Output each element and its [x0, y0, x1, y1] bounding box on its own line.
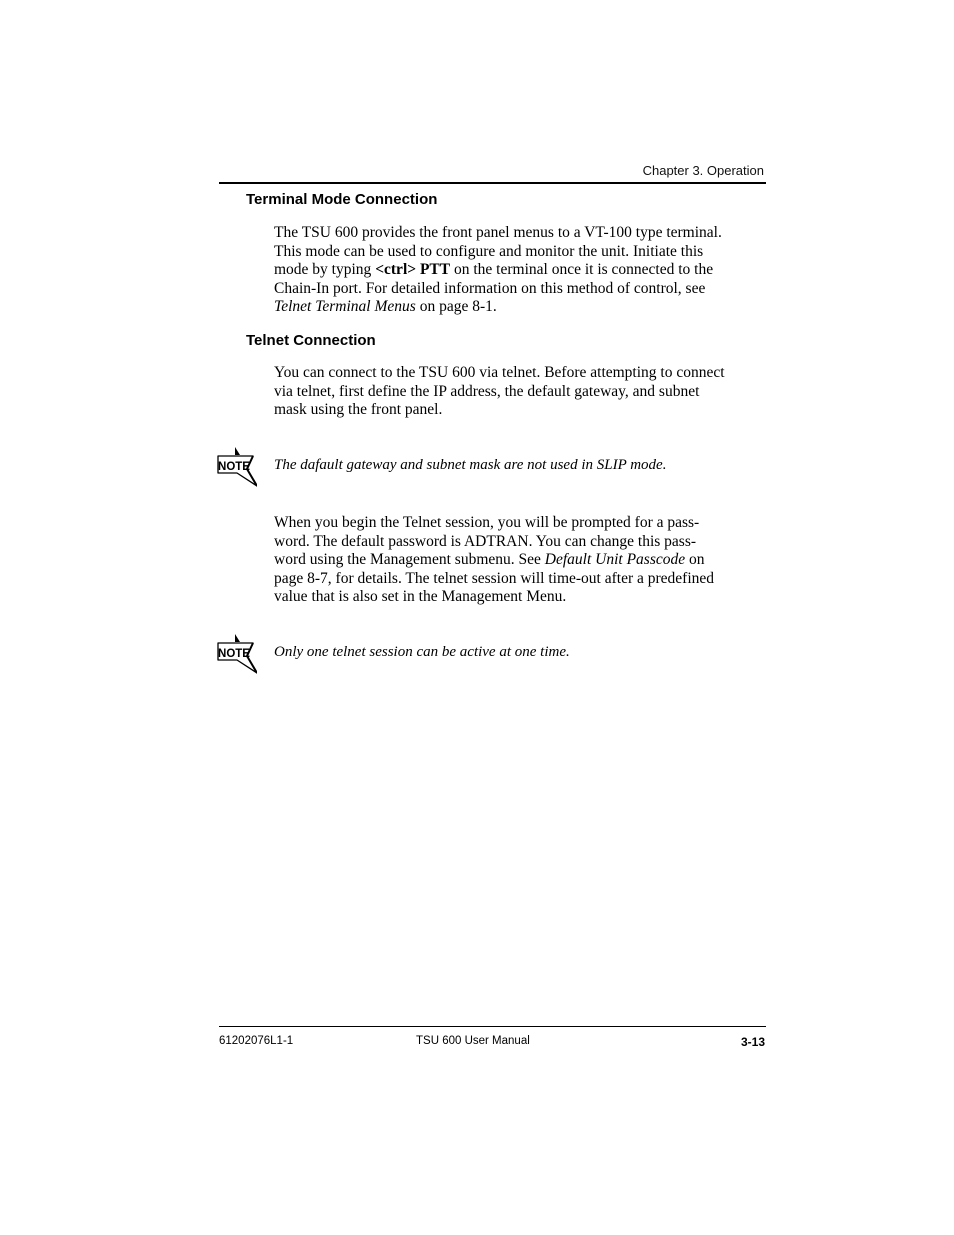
note-text: Only one telnet session can be active at one time.: [274, 644, 570, 660]
paragraph-line: You can connect to the TSU 600 via telnet. Before attempting to connect: [274, 364, 725, 381]
ctrl-ptt-keystroke: <ctrl> PTT: [375, 261, 451, 279]
note-icon-label: NOTE: [218, 461, 250, 473]
paragraph-line: The TSU 600 provides the front panel menus to a VT-100 type terminal.: [274, 224, 722, 241]
paragraph-line: When you begin the Telnet session, you will be prompted for a pass-: [274, 514, 700, 531]
paragraph-line: mask using the front panel.: [274, 401, 443, 419]
telnet-connection-paragraph: [274, 364, 766, 420]
note-icon: [215, 446, 257, 488]
section-heading-telnet-connection: Telnet Connection: [246, 332, 376, 349]
cross-reference-default-unit-passcode: Default Unit Passcode: [544, 551, 686, 569]
manual-title: TSU 600 User Manual: [416, 1035, 530, 1047]
paragraph-line: Chain-In port. For detailed information on this method of control, see: [274, 279, 706, 297]
paragraph-line: word using the Management submenu. See Default Unit Passcode on: [274, 551, 705, 569]
cross-reference-telnet-terminal-menus: Telnet Terminal Menus: [274, 298, 416, 316]
header-rule: [219, 182, 766, 184]
paragraph-line: Telnet Terminal Menus on page 8-1.: [274, 298, 497, 316]
footer-rule: [219, 1026, 766, 1027]
terminal-mode-paragraph: [274, 224, 766, 317]
note-icon: [215, 633, 257, 675]
section-heading-terminal-mode: Terminal Mode Connection: [246, 191, 438, 208]
paragraph-line: mode by typing <ctrl> PTT on the terminal once it is connected to the: [274, 261, 714, 279]
note-text: The dafault gateway and subnet mask are not used in SLIP mode.: [274, 457, 667, 473]
paragraph-line: via telnet, first define the IP address, the default gateway, and subnet: [274, 382, 700, 400]
paragraph-line: value that is also set in the Management Menu.: [274, 588, 567, 606]
document-number: 61202076L1-1: [219, 1035, 294, 1047]
chapter-header: Chapter 3. Operation: [642, 163, 764, 178]
page-number: 3-13: [740, 1035, 765, 1049]
note-icon-label: NOTE: [218, 648, 250, 660]
telnet-session-paragraph: [274, 514, 766, 607]
paragraph-line: This mode can be used to configure and monitor the unit. Initiate this: [274, 242, 704, 260]
paragraph-line: page 8-7, for details. The telnet session will time-out after a predefined: [274, 569, 715, 587]
paragraph-line: word. The default password is ADTRAN. You can change this pass-: [274, 532, 697, 550]
